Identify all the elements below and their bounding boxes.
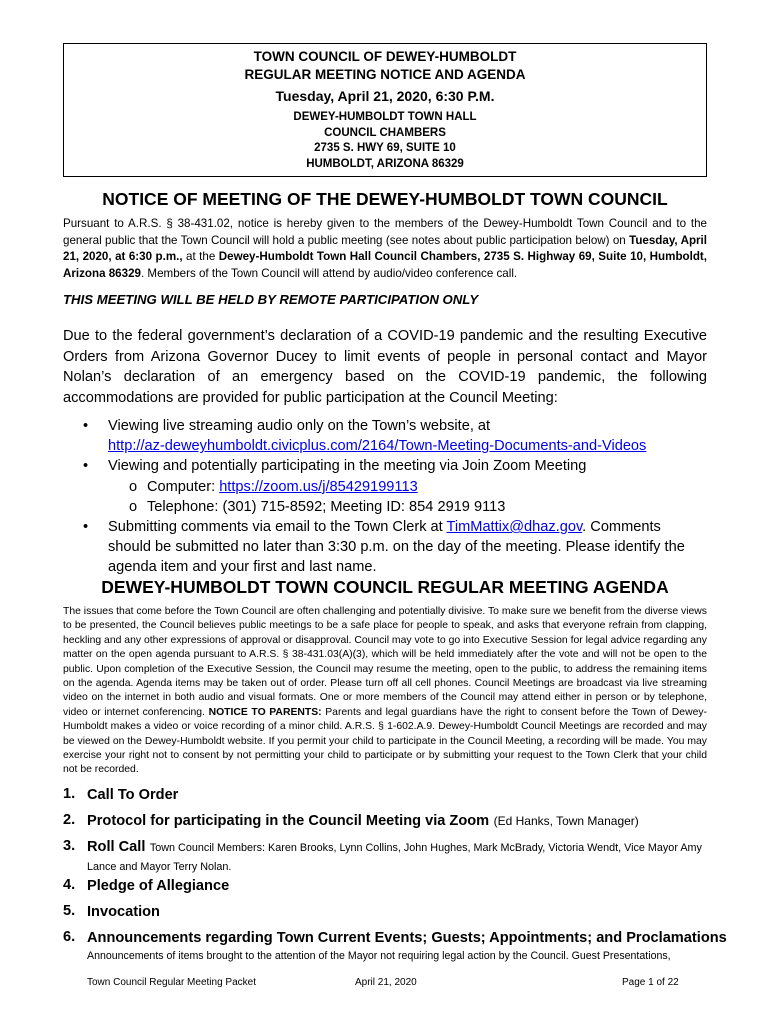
agenda-item-note: (Ed Hanks, Town Manager) <box>493 814 639 828</box>
list-item <box>63 517 707 578</box>
notice-paragraph <box>63 216 707 282</box>
agenda-text-a: The issues that come before the Town Council are often challenging and potentially divisive. To make sure we benefit from the diverse views to be presented, the Council believes public meetings to be a safe place for people to speak, and asks that everyone refrain from clapping, heckling and any other expressions of approval or disapproval. Council may vote to go into Executive Session for legal advice regarding any matter on the open agenda pursuant to A.R.S. § 38-431.03(A)(3), which will be held immediately after the vote and will not be open to the public. Upon completion of the Executive Session, the Council may resume the meeting, open to the public, to address the remaining items on the agenda. Agenda items may be taken out of order. Please turn off all cell phones. Council Meetings are broadcast via live streaming video on the internet in both audio and visual formats. One or more members of the Council may attend either in person or by telephone, video or internet conferencing. <box>63 606 707 718</box>
zoom-link[interactable]: https://zoom.us/j/85429199113 <box>219 478 418 495</box>
agenda-intro-paragraph <box>63 605 707 778</box>
email-link[interactable]: TimMattix@dhaz.gov <box>446 519 583 536</box>
agenda-item-note: Town Council Members: Karen Brooks, Lynn Collins, John Hughes, Mark McBrady, Victoria Wendt, Vice Mayor Amy Lance and Mayor Terry Nolan. <box>87 842 702 873</box>
agenda-item-label: Announcements regarding Town Current Events; Guests; Appointments; and Proclamations <box>87 930 727 946</box>
footer-page-number: Page 1 of 22 <box>622 977 679 988</box>
footer-document-title: Town Council Regular Meeting Packet <box>87 977 256 988</box>
covid-paragraph: Due to the federal government’s declaration of a COVID-19 pandemic and the resulting Executive Orders from Arizona Governor Ducey to limit events of people in personal contact and Mayor Nolan’s declaration of an emergency based on the COVID-19 pandemic, the following accommodations are provided for public participation at the Council Meeting: <box>63 328 707 406</box>
agenda-item-invocation <box>63 903 731 921</box>
agenda-item-number: 5. <box>63 903 76 919</box>
agenda-item-call-to-order <box>63 786 731 804</box>
bullet-text: Viewing and potentially participating in the meeting via Join Zoom Meeting <box>108 458 587 475</box>
notice-text-c: at the <box>182 250 219 263</box>
agenda-item-number: 4. <box>63 877 76 893</box>
agenda-item-label: Invocation <box>87 904 160 920</box>
notice-title: NOTICE OF MEETING OF THE DEWEY-HUMBOLDT TOWN COUNCIL <box>102 189 668 209</box>
bullet-icon: • <box>83 519 89 536</box>
agenda-item-label: Protocol for participating in the Council Meeting via Zoom <box>87 813 490 829</box>
streaming-link[interactable]: http://az-deweyhumboldt.civicplus.com/2164/Town-Meeting-Documents-and-Videos <box>108 438 647 455</box>
header-line-1: TOWN COUNCIL OF DEWEY-HUMBOLDT <box>253 49 517 64</box>
header-venue-3: 2735 S. HWY 69, SUITE 10 <box>314 142 456 154</box>
agenda-item-number: 1. <box>63 786 76 802</box>
notice-text-e: . Members of the Town Council will attend by audio/video conference call. <box>140 266 518 280</box>
header-date: Tuesday, April 21, 2020, 6:30 P.M. <box>275 88 495 104</box>
agenda-item-zoom-protocol <box>63 812 731 830</box>
agenda-item-label: Roll Call <box>87 839 146 855</box>
agenda-text-c: Parents and legal guardians have the right to consent before the Town of Dewey-Humboldt makes a video or voice recording of a minor child. A.R.S. § 1-602.A.9. Dewey-Humboldt Council Meetings are recorded and may be viewed on the Dewey-Humboldt website. If you permit your child to participate in the Council Meeting, a recording will be made. You may exercise your right not to consent by not permitting your child to participate or by submitting your request to the Town Clerk that your child not be recorded. <box>63 706 708 776</box>
computer-label: Computer: <box>147 478 220 495</box>
sub-list-item <box>63 497 707 517</box>
notice-location-bold: Dewey-Humboldt Town Hall Council Chambers, 2735 S. Highway 69, Suite 10, Humboldt, Arizona 86329 <box>63 250 707 280</box>
notice-text-a: Pursuant to A.R.S. § 38-431.02, notice is hereby given to the members of the Dewey-Humboldt Town Council and to the general public that the Town Council will hold a public meeting (see notes about public participation below) on <box>63 217 707 247</box>
meeting-header-box <box>63 43 707 177</box>
footer-date: April 21, 2020 <box>355 977 417 988</box>
notice-date-bold: Tuesday, April 21, 2020, at 6:30 p.m., <box>63 233 707 263</box>
agenda-item-pledge <box>63 877 731 895</box>
participation-options-list <box>63 416 707 578</box>
header-line-2: REGULAR MEETING NOTICE AND AGENDA <box>244 67 526 82</box>
header-venue-1: DEWEY-HUMBOLDT TOWN HALL <box>293 111 477 123</box>
bullet-icon: • <box>83 418 89 434</box>
header-venue-2: COUNCIL CHAMBERS <box>324 126 446 139</box>
agenda-title: DEWEY-HUMBOLDT TOWN COUNCIL REGULAR MEETING AGENDA <box>101 577 669 597</box>
agenda-item-number: 2. <box>63 812 76 828</box>
agenda-item-label: Call To Order <box>87 787 179 803</box>
sub-bullet-icon: o <box>129 498 138 515</box>
sub-bullet-icon: o <box>129 478 138 495</box>
bullet-icon: • <box>83 458 89 475</box>
bullet-text: Submitting comments via email to the Town Clerk at <box>108 519 447 536</box>
agenda-item-roll-call <box>63 838 731 876</box>
header-venue-4: HUMBOLDT, ARIZONA 86329 <box>306 157 464 170</box>
bullet-text-tail: . Comments should be submitted no later than 3:30 p.m. on the day of the meeting. Please identify the agenda item and your first and last name. <box>108 519 685 576</box>
list-item <box>63 416 707 456</box>
agenda-item-number: 3. <box>63 838 76 854</box>
agenda-item-number: 6. <box>63 929 76 945</box>
telephone-text: Telephone: (301) 715-8592; Meeting ID: 854 2919 9113 <box>147 498 506 515</box>
bullet-text: Viewing live streaming audio only on the Town’s website, at <box>108 418 491 434</box>
sub-list-item <box>63 477 707 497</box>
list-item <box>63 456 707 476</box>
notice-to-parents-bold: NOTICE TO PARENTS: <box>208 706 322 718</box>
remote-participation-heading: THIS MEETING WILL BE HELD BY REMOTE PARTICIPATION ONLY <box>63 292 479 307</box>
agenda-item-note: Announcements of items brought to the attention of the Mayor not requiring legal action by the Council. Guest Presentations, <box>87 950 671 962</box>
agenda-item-label: Pledge of Allegiance <box>87 878 230 894</box>
agenda-item-announcements <box>63 929 731 963</box>
